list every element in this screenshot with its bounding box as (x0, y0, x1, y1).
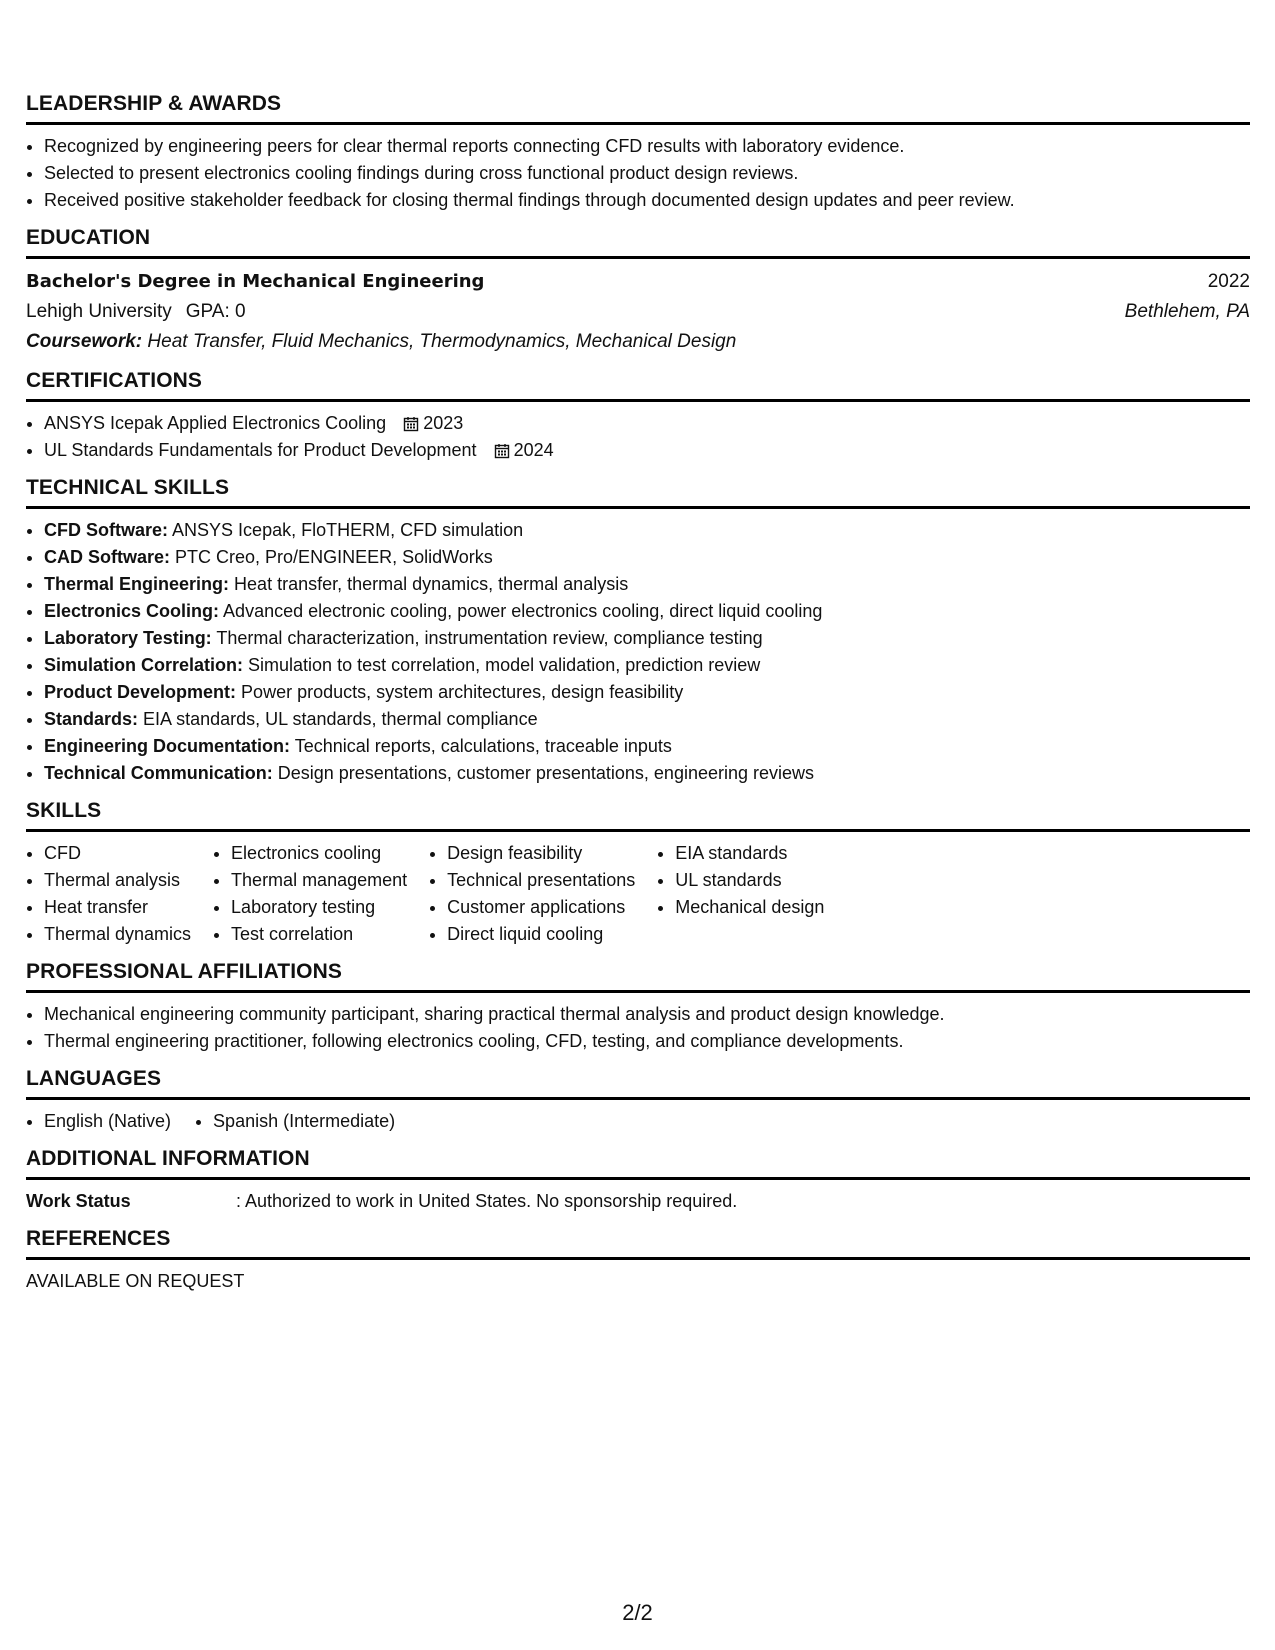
list-item: • Recognized by engineering peers for clear thermal reports connecting CFD results with laboratory evidence. (44, 133, 1250, 160)
list-item: • Received positive stakeholder feedback for closing thermal findings through documented design updates and peer review. (44, 187, 1250, 214)
skill-label: Technical Communication: (44, 763, 273, 783)
skill-label: Simulation Correlation: (44, 655, 244, 675)
certification-name: ANSYS Icepak Applied Electronics Cooling (44, 413, 387, 433)
list-item: • Technical presentations (447, 867, 635, 894)
additional-info-section (26, 1145, 1250, 1215)
education-gpa: GPA: 0 (185, 301, 246, 322)
section-title-skills: SKILLS (26, 797, 1250, 832)
list-item: • Design feasibility (447, 840, 635, 867)
list-item: • Thermal management (231, 867, 407, 894)
certification-year: 2024 (513, 440, 554, 460)
skill-label: Product Development: (44, 682, 237, 702)
work-status-row (26, 1188, 1250, 1215)
skill-text: Advanced electronic cooling, power electronics cooling, direct liquid cooling (223, 601, 823, 621)
skills-section (26, 797, 1250, 948)
list-item: • UL standards (675, 867, 824, 894)
skill-text: PTC Creo, Pro/ENGINEER, SolidWorks (175, 547, 493, 567)
skill-label: Thermal Engineering: (44, 574, 230, 594)
skill-label: Standards: (44, 709, 139, 729)
list-item: • Mechanical design (675, 894, 824, 921)
list-item: • EIA standards (675, 840, 824, 867)
references-text: AVAILABLE ON REQUEST (26, 1271, 245, 1291)
leadership-section (26, 90, 1250, 214)
work-status-value: : Authorized to work in United States. No sponsorship required. (236, 1191, 738, 1211)
section-title-technical-skills: TECHNICAL SKILLS (26, 474, 1250, 509)
skill-text: Thermal characterization, instrumentation review, compliance testing (216, 628, 763, 648)
references-section (26, 1225, 1250, 1295)
affiliations-section (26, 958, 1250, 1055)
education-school: Lehigh University (26, 301, 172, 322)
education-year: 2022 (1207, 271, 1250, 292)
affiliations-list (26, 1001, 1250, 1055)
page-number: 2/2 (622, 1600, 653, 1625)
calendar-icon (403, 416, 419, 432)
skill-text: Technical reports, calculations, traceable inputs (294, 736, 672, 756)
skill-text: Heat transfer, thermal dynamics, thermal analysis (234, 574, 629, 594)
technical-skills-list (26, 517, 1250, 787)
skill-text: Power products, system architectures, design feasibility (241, 682, 684, 702)
list-item (44, 652, 1250, 679)
section-title-references: REFERENCES (26, 1225, 1250, 1260)
education-degree: Bachelor's Degree in Mechanical Engineering (26, 271, 485, 292)
skill-text: Design presentations, customer presentations, engineering reviews (277, 763, 815, 783)
list-item (44, 706, 1250, 733)
list-item (44, 733, 1250, 760)
certification-item (44, 437, 1250, 464)
skill-text: Simulation to test correlation, model validation, prediction review (248, 655, 761, 675)
skill-label: Laboratory Testing: (44, 628, 212, 648)
education-coursework (26, 327, 1250, 357)
list-item (44, 760, 1250, 787)
list-item: • Direct liquid cooling (447, 921, 635, 948)
leadership-list (26, 133, 1250, 214)
technical-skills-section (26, 474, 1250, 787)
list-item (44, 679, 1250, 706)
skill-label: Engineering Documentation: (44, 736, 291, 756)
language-item: • Spanish (Intermediate) (213, 1108, 395, 1135)
certifications-list (26, 410, 1250, 464)
list-item: • Selected to present electronics cooling findings during cross functional product design reviews. (44, 160, 1250, 187)
section-title-leadership: LEADERSHIP & AWARDS (26, 90, 1250, 125)
list-item: • Heat transfer (44, 894, 191, 921)
languages-section (26, 1065, 1250, 1135)
skill-label: Electronics Cooling: (44, 601, 220, 621)
list-item (44, 598, 1250, 625)
education-school-row (26, 297, 1250, 327)
section-title-additional-info: ADDITIONAL INFORMATION (26, 1145, 1250, 1180)
list-item: • Thermal engineering practitioner, following electronics cooling, CFD, testing, and compliance developments. (44, 1028, 1250, 1055)
skill-text: ANSYS Icepak, FloTHERM, CFD simulation (172, 520, 524, 540)
skills-column (213, 840, 407, 948)
resume-page (26, 90, 1250, 1305)
list-item: • Customer applications (447, 894, 635, 921)
skills-column (26, 840, 191, 948)
work-status-label: Work Status (26, 1191, 131, 1211)
skills-grid (26, 840, 1250, 948)
list-item: • CFD (44, 840, 191, 867)
skill-text: EIA standards, UL standards, thermal compliance (143, 709, 538, 729)
skills-column (429, 840, 635, 948)
section-title-languages: LANGUAGES (26, 1065, 1250, 1100)
section-title-certifications: CERTIFICATIONS (26, 367, 1250, 402)
languages-list (26, 1108, 1250, 1135)
certification-year: 2023 (423, 413, 464, 433)
list-item: • Thermal analysis (44, 867, 191, 894)
coursework-text: Heat Transfer, Fluid Mechanics, Thermodynamics, Mechanical Design (147, 331, 737, 352)
list-item: • Mechanical engineering community participant, sharing practical thermal analysis and product design knowledge. (44, 1001, 1250, 1028)
skills-column (657, 840, 824, 948)
list-item (44, 571, 1250, 598)
section-title-education: EDUCATION (26, 224, 1250, 259)
list-item: • Thermal dynamics (44, 921, 191, 948)
education-section (26, 224, 1250, 357)
certifications-section (26, 367, 1250, 464)
list-item (44, 544, 1250, 571)
certification-name: UL Standards Fundamentals for Product Development (44, 440, 477, 460)
list-item: • Test correlation (231, 921, 407, 948)
list-item: • Laboratory testing (231, 894, 407, 921)
certification-item (44, 410, 1250, 437)
list-item (44, 625, 1250, 652)
skill-label: CFD Software: (44, 520, 169, 540)
list-item (44, 517, 1250, 544)
education-location: Bethlehem, PA (1124, 301, 1250, 322)
coursework-label: Coursework: (26, 331, 143, 352)
education-degree-row (26, 267, 1250, 297)
skill-label: CAD Software: (44, 547, 171, 567)
section-title-affiliations: PROFESSIONAL AFFILIATIONS (26, 958, 1250, 993)
calendar-icon (494, 443, 510, 459)
language-item: • English (Native) (44, 1108, 171, 1135)
list-item: • Electronics cooling (231, 840, 407, 867)
